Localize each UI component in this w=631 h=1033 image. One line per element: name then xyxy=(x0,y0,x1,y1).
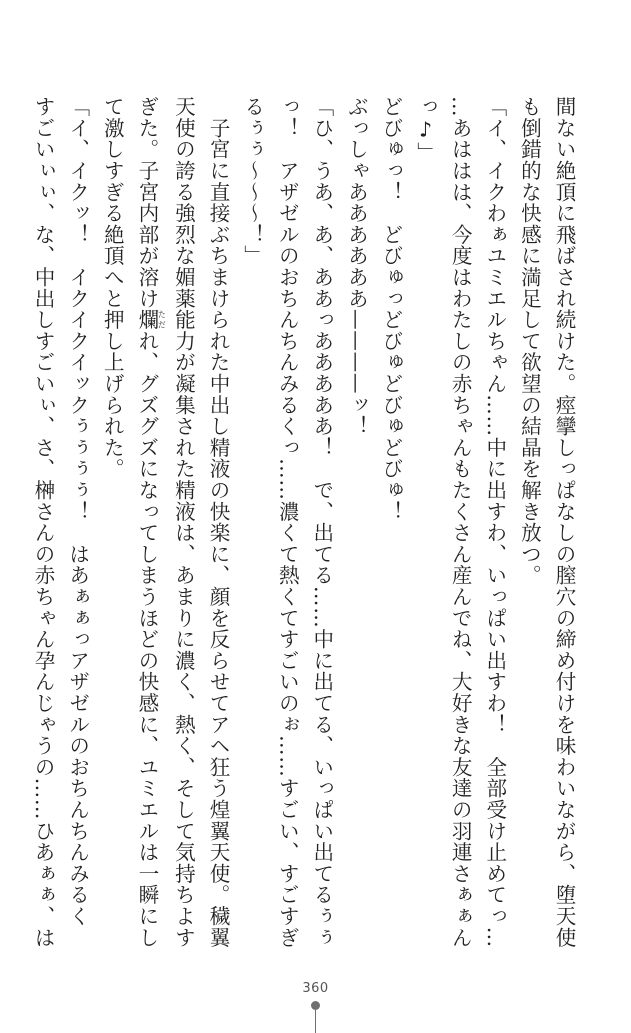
text-line: っ♪」 xyxy=(413,96,438,164)
ruby-annotation: 爛ただ xyxy=(134,309,167,331)
page-number: 360 xyxy=(302,981,329,996)
text-line: どびゅっ！ どびゅっどびゅどびゅどびゅ！ xyxy=(379,96,404,522)
text-line: 間ない絶頂に飛ばされ続けた。痙攣しっぱなしの膣穴の締め付けを味わいながら、堕天使 xyxy=(552,96,576,948)
text-line: 天使の誇る強烈な媚薬能力が凝集された精液は、あまりに濃く、熱く、そして気持ちよす xyxy=(171,96,196,948)
body-text xyxy=(31,96,581,964)
text-line: ぶっしゃああああああ————ッ！ xyxy=(344,96,369,437)
text-line: も倒錯的な快感に満足して欲望の結晶を解き放つ。 xyxy=(517,96,542,586)
text-line: ぎた。子宮内部が溶け爛ただれ、グズグズになってしまうほどの快感に、ユミエルは一瞬にし xyxy=(134,96,167,949)
text-line: すごいぃぃ、な、中出しすごいぃ、さ、榊さんの赤ちゃん孕んじゃうの……ひあぁぁ、は xyxy=(31,96,56,948)
text-line: っ！ アザゼルのおちんちんみるくっ……濃くて熱くてすごいのぉ……すごい、すごすぎ xyxy=(275,96,300,948)
text-line: 「イ、イクッ！ イクイクイックぅぅぅぅ！ はあぁぁっアザゼルのおちんちんみるく xyxy=(65,96,90,927)
text-line: て激しすぎる絶頂へと押し上げられた。 xyxy=(100,96,125,480)
text-line: るぅぅ～～～！」 xyxy=(240,96,265,267)
text-line: 「イ、イクわぁユミエルちゃん……中に出すわ、いっぱい出すわ！ 全部受け止めてっ… xyxy=(482,96,507,948)
text-line: …あははは、今度はわたしの赤ちゃんもたくさん産んでね、大好きな友達の羽連さぁぁん xyxy=(448,96,473,948)
page-marker-line xyxy=(315,1008,316,1033)
text-line: 子宮に直接ぶちまけられた中出し精液の快楽に、顔を反らせてアヘ狂う煌翼天使。穢翼 xyxy=(206,96,231,948)
text-line: 「ひ、うあ、あ、ああっあああああ！ で、出てる……中に出てる、いっぱい出てるぅぅ xyxy=(309,96,334,948)
